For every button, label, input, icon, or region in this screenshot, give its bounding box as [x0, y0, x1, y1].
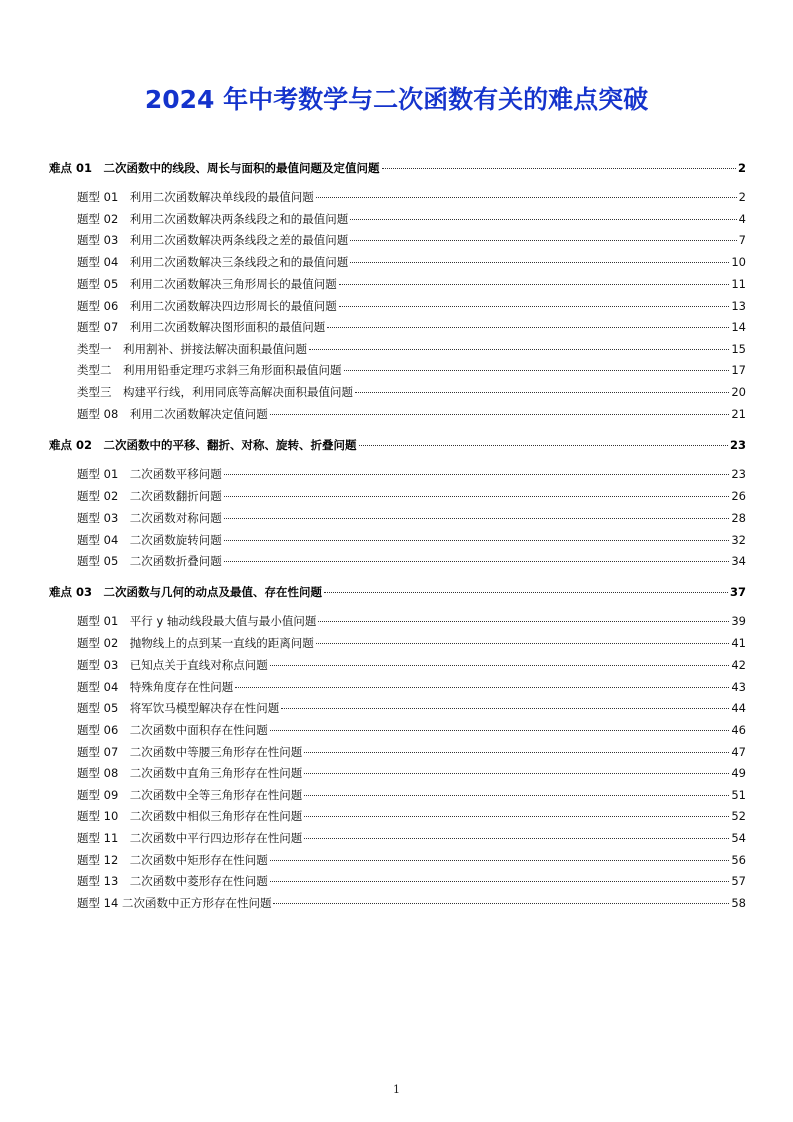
toc-entry-page: 23 — [731, 467, 746, 481]
dot-leader — [224, 561, 730, 562]
toc-entry-label: 题型 03 二次函数对称问题 — [77, 511, 222, 525]
dot-leader — [339, 306, 730, 307]
toc-entry-page: 17 — [731, 363, 746, 377]
toc-entry-page: 42 — [731, 658, 746, 672]
toc-entry-label: 题型 03 利用二次函数解决两条线段之差的最值问题 — [77, 233, 349, 247]
toc-entry-page: 44 — [731, 701, 746, 715]
toc-entry-page: 54 — [731, 831, 746, 845]
toc-entry-page: 57 — [731, 874, 746, 888]
toc-entry-page: 2 — [738, 190, 746, 204]
dot-leader — [270, 665, 730, 666]
toc-entry[interactable] — [77, 252, 746, 272]
page-number: 1 — [393, 1083, 400, 1096]
dot-leader — [339, 284, 730, 285]
toc-entry-page: 49 — [731, 766, 746, 780]
toc-entry-page: 32 — [731, 533, 746, 547]
toc-entry[interactable] — [77, 611, 746, 631]
toc-entry[interactable] — [77, 850, 746, 870]
toc-entry-label: 难点 01 二次函数中的线段、周长与面积的最值问题及定值问题 — [49, 161, 380, 175]
dot-leader — [304, 795, 729, 796]
toc-entry-label: 题型 11 二次函数中平行四边形存在性问题 — [77, 831, 303, 845]
dot-leader — [359, 445, 728, 446]
toc-entry[interactable] — [77, 274, 746, 294]
toc-section[interactable] — [49, 158, 746, 178]
toc-entry-page: 14 — [731, 320, 746, 334]
toc-entry-page: 56 — [731, 853, 746, 867]
toc-entry[interactable] — [77, 806, 746, 826]
toc-entry[interactable] — [77, 698, 746, 718]
toc-entry-label: 题型 01 利用二次函数解决单线段的最值问题 — [77, 190, 314, 204]
toc-entry-label: 类型一 利用割补、拼接法解决面积最值问题 — [77, 342, 307, 356]
dot-leader — [281, 708, 729, 709]
toc-entry-page: 39 — [731, 614, 746, 628]
dot-leader — [304, 752, 729, 753]
toc-entry-page: 28 — [731, 511, 746, 525]
toc-entry-page: 43 — [731, 680, 746, 694]
dot-leader — [316, 643, 730, 644]
toc-entry-page: 26 — [731, 489, 746, 503]
toc-entry[interactable] — [77, 742, 746, 762]
toc-entry-page: 4 — [738, 212, 746, 226]
dot-leader — [304, 773, 729, 774]
toc-entry[interactable] — [77, 633, 746, 653]
toc-entry-page: 51 — [731, 788, 746, 802]
toc-entry-page: 7 — [738, 233, 746, 247]
toc-entry[interactable] — [77, 187, 746, 207]
toc-entry-label: 题型 03 已知点关于直线对称点问题 — [77, 658, 268, 672]
dot-leader — [224, 540, 730, 541]
toc-entry[interactable] — [77, 317, 746, 337]
dot-leader — [270, 730, 730, 731]
toc-entry-page: 41 — [731, 636, 746, 650]
toc-entry-label: 类型二 利用用铅垂定理巧求斜三角形面积最值问题 — [77, 363, 342, 377]
toc-entry[interactable] — [77, 360, 746, 380]
dot-leader — [270, 860, 730, 861]
toc-entry[interactable] — [77, 382, 746, 402]
toc-entry[interactable] — [77, 404, 746, 424]
page-title: 2024 年中考数学与二次函数有关的难点突破 — [144, 85, 649, 114]
dot-leader — [273, 903, 729, 904]
dot-leader — [355, 392, 729, 393]
toc-entry[interactable] — [77, 551, 746, 571]
toc-entry[interactable] — [77, 655, 746, 675]
toc-entry-label: 题型 06 二次函数中面积存在性问题 — [77, 723, 268, 737]
toc-entry-label: 题型 01 二次函数平移问题 — [77, 467, 222, 481]
toc-entry-label: 题型 01 平行 y 轴动线段最大值与最小值问题 — [77, 614, 317, 628]
toc-section[interactable] — [49, 582, 746, 602]
toc-entry-page: 21 — [731, 407, 746, 421]
dot-leader — [304, 816, 729, 817]
dot-leader — [350, 219, 736, 220]
toc-entry-label: 题型 09 二次函数中全等三角形存在性问题 — [77, 788, 303, 802]
toc-entry-page: 15 — [731, 342, 746, 356]
toc-entry-label: 难点 03 二次函数与几何的动点及最值、存在性问题 — [49, 585, 323, 599]
toc-entry-page: 23 — [729, 438, 746, 452]
toc-entry-label: 题型 05 利用二次函数解决三角形周长的最值问题 — [77, 277, 337, 291]
toc-entry[interactable] — [77, 785, 746, 805]
toc-entry-page: 2 — [737, 161, 746, 175]
toc-entry-label: 题型 02 抛物线上的点到某一直线的距离问题 — [77, 636, 314, 650]
toc-entry[interactable] — [77, 871, 746, 891]
dot-leader — [309, 349, 729, 350]
dot-leader — [344, 370, 730, 371]
toc-entry-label: 题型 10 二次函数中相似三角形存在性问题 — [77, 809, 303, 823]
dot-leader — [224, 496, 730, 497]
toc-entry-label: 题型 05 二次函数折叠问题 — [77, 554, 222, 568]
toc-entry-label: 题型 13 二次函数中菱形存在性问题 — [77, 874, 268, 888]
toc-entry-label: 题型 02 二次函数翻折问题 — [77, 489, 222, 503]
toc-entry-page: 13 — [731, 299, 746, 313]
toc-entry-page: 52 — [731, 809, 746, 823]
toc-entry-label: 题型 07 二次函数中等腰三角形存在性问题 — [77, 745, 303, 759]
toc-entry-label: 题型 06 利用二次函数解决四边形周长的最值问题 — [77, 299, 337, 313]
dot-leader — [224, 518, 730, 519]
toc-entry-label: 题型 02 利用二次函数解决两条线段之和的最值问题 — [77, 212, 349, 226]
toc-entry[interactable] — [77, 508, 746, 528]
toc-entry-label: 题型 08 利用二次函数解决定值问题 — [77, 407, 268, 421]
toc-entry-page: 11 — [731, 277, 746, 291]
toc-entry[interactable] — [77, 720, 746, 740]
toc-entry-label: 题型 08 二次函数中直角三角形存在性问题 — [77, 766, 303, 780]
toc-entry[interactable] — [77, 893, 746, 913]
dot-leader — [270, 881, 730, 882]
toc-entry[interactable] — [77, 530, 746, 550]
toc-entry[interactable] — [77, 486, 746, 506]
dot-leader — [350, 240, 736, 241]
toc-entry-label: 题型 07 利用二次函数解决图形面积的最值问题 — [77, 320, 326, 334]
toc-entry-page: 20 — [731, 385, 746, 399]
toc-entry[interactable] — [77, 230, 746, 250]
dot-leader — [316, 197, 737, 198]
dot-leader — [327, 327, 729, 328]
toc-entry-page: 37 — [729, 585, 746, 599]
dot-leader — [224, 474, 730, 475]
toc-entry-label: 题型 04 特殊角度存在性问题 — [77, 680, 234, 694]
toc-entry-page: 58 — [731, 896, 746, 910]
dot-leader — [270, 414, 730, 415]
toc-entry-page: 47 — [731, 745, 746, 759]
toc-entry[interactable] — [77, 464, 746, 484]
toc-entry-label: 题型 04 二次函数旋转问题 — [77, 533, 222, 547]
toc-section[interactable] — [49, 435, 746, 455]
toc-entry[interactable] — [77, 296, 746, 316]
toc-entry[interactable] — [77, 677, 746, 697]
toc-entry-label: 题型 14 二次函数中正方形存在性问题 — [77, 896, 272, 910]
toc-entry[interactable] — [77, 763, 746, 783]
toc-entry[interactable] — [77, 828, 746, 848]
toc-entry-label: 类型三 构建平行线，利用同底等高解决面积最值问题 — [77, 385, 353, 399]
dot-leader — [324, 592, 728, 593]
toc-entry-label: 难点 02 二次函数中的平移、翻折、对称、旋转、折叠问题 — [49, 438, 357, 452]
dot-leader — [382, 168, 736, 169]
dot-leader — [304, 838, 729, 839]
dot-leader — [235, 687, 729, 688]
toc-entry[interactable] — [77, 339, 746, 359]
toc-entry-label: 题型 12 二次函数中矩形存在性问题 — [77, 853, 268, 867]
toc-entry[interactable] — [77, 209, 746, 229]
toc-entry-label: 题型 04 利用二次函数解决三条线段之和的最值问题 — [77, 255, 349, 269]
dot-leader — [318, 621, 729, 622]
dot-leader — [350, 262, 729, 263]
toc-entry-label: 题型 05 将军饮马模型解决存在性问题 — [77, 701, 280, 715]
toc-entry-page: 10 — [731, 255, 746, 269]
toc-entry-page: 34 — [731, 554, 746, 568]
toc-entry-page: 46 — [731, 723, 746, 737]
